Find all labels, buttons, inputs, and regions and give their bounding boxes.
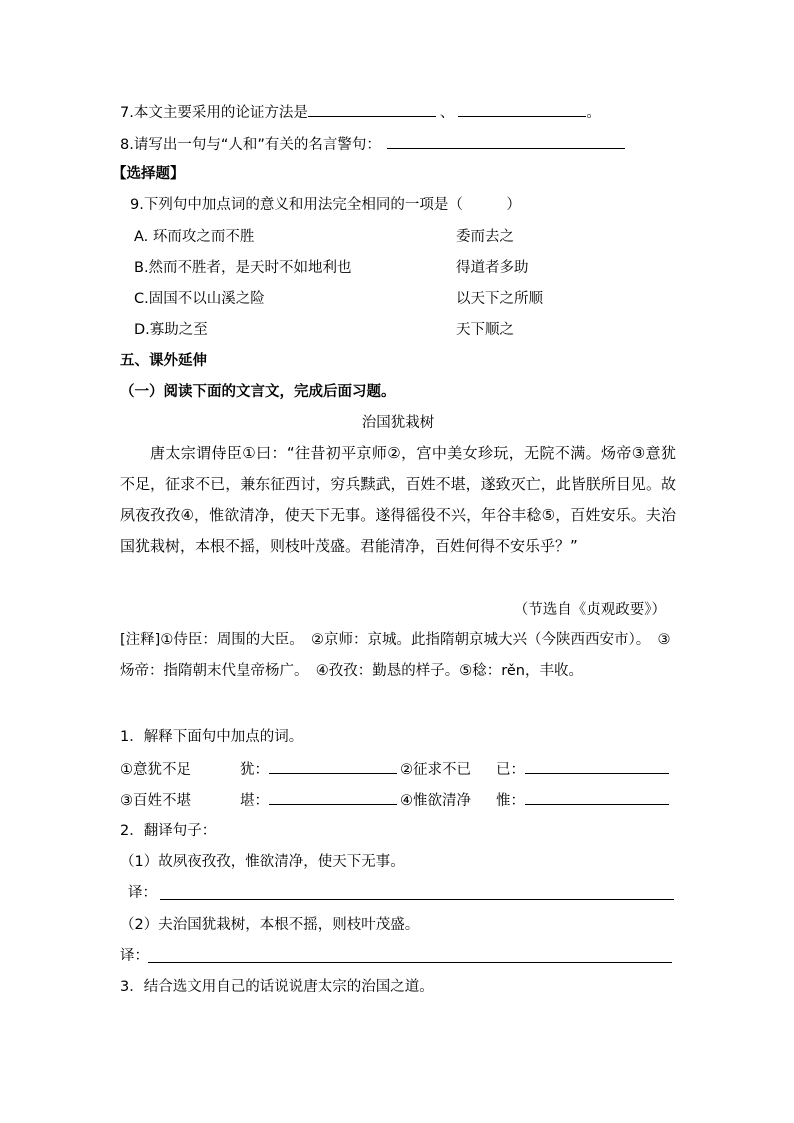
question-7-text: 7.本文主要采用的论证方法是 xyxy=(120,105,308,121)
item-1-word: 犹： xyxy=(240,762,269,778)
option-a-right: 委而去之 xyxy=(456,229,514,245)
answer-blank-7b[interactable] xyxy=(458,102,586,117)
option-b-left: B.然而不胜者，是天时不如地利也 xyxy=(134,260,352,276)
question-7 xyxy=(120,102,601,123)
item-1-phrase: ①意犹不足 xyxy=(120,762,191,778)
question-7-end: 。 xyxy=(586,105,601,121)
exercise-1-title: 1．解释下面句中加点的词。 xyxy=(120,729,304,745)
annotation-notes: [注释]①侍臣：周围的大臣。 ②京师：京城。此指隋朝京城大兴（今陕西西安市）。 ③炀帝：指隋朝末代皇帝杨广。 ④孜孜：勤恳的样子。⑤稔：rěn，丰收。 xyxy=(120,632,671,679)
option-d-right: 天下顺之 xyxy=(456,322,514,338)
passage-title: 治国犹栽树 xyxy=(361,415,435,431)
answer-blank-7a[interactable] xyxy=(308,102,436,117)
option-b-right: 得道者多助 xyxy=(456,260,529,276)
exercise-1-item-3 xyxy=(120,790,397,811)
section-5-heading: 五、课外延伸 xyxy=(120,353,207,369)
item-3-word: 堪： xyxy=(240,793,269,809)
passage-source: （节选自《贞观政要》） xyxy=(513,602,666,618)
part-1-instruction: （一）阅读下面的文言文，完成后面习题。 xyxy=(120,384,396,400)
exercise-2-sentence-1: （1）故夙夜孜孜，惟欲清净，使天下无事。 xyxy=(120,854,405,870)
translation-line-1[interactable] xyxy=(160,899,674,900)
item-3-phrase: ③百姓不堪 xyxy=(120,793,191,809)
translation-label-1: 译： xyxy=(128,885,157,901)
exercise-2-title: 2．翻译句子： xyxy=(120,823,217,839)
question-7-separator: 、 xyxy=(439,105,455,121)
option-a-left: A. 环而攻之而不胜 xyxy=(134,229,255,245)
question-8-text: 8.请写出一句与“人和”有关的名言警句： xyxy=(120,137,381,153)
section-choice-heading: 【选择题】 xyxy=(112,166,185,182)
question-9-stem: 9.下列句中加点词的意义和用法完全相同的一项是（ ） xyxy=(130,197,521,213)
exercise-3-title: 3．结合选文用自己的话说说唐太宗的治国之道。 xyxy=(120,979,434,995)
answer-blank-1-4[interactable] xyxy=(525,790,669,805)
option-d-left: D.寡助之至 xyxy=(134,322,208,338)
answer-blank-8[interactable] xyxy=(387,134,625,149)
answer-blank-1-2[interactable] xyxy=(525,759,669,774)
translation-line-2[interactable] xyxy=(148,962,672,963)
question-8 xyxy=(120,134,625,155)
exercise-1-item-4 xyxy=(400,790,669,811)
option-c-left: C.固国不以山溪之险 xyxy=(134,291,265,307)
item-4-word: 惟： xyxy=(496,793,525,809)
option-c-right: 以天下之所顺 xyxy=(456,291,543,307)
answer-blank-1-3[interactable] xyxy=(269,790,397,805)
exercise-2-sentence-2: （2）夫治国犹栽树，本根不摇，则枝叶茂盛。 xyxy=(120,917,420,933)
passage-body: 唐太宗谓侍臣①曰：“往昔初平京师②，宫中美女珍玩，无院不满。炀帝③意犹不足，征求不已，兼东征西讨，穷兵黩武，百姓不堪，遂致灭亡，此皆朕所目见。故夙夜孜孜④，惟欲清净，使天下无事。遂得徭役不兴，年谷丰稔⑤，百姓安乐。夫治国犹栽树，本根不摇，则枝叶茂盛。君能清净，百姓何得不安乐乎？” xyxy=(120,444,676,555)
item-4-phrase: ④惟欲清净 xyxy=(400,793,471,809)
exercise-1-item-1 xyxy=(120,759,397,780)
item-2-phrase: ②征求不已 xyxy=(400,762,471,778)
exercise-1-item-2 xyxy=(400,759,669,780)
answer-blank-1-1[interactable] xyxy=(269,759,397,774)
translation-label-2: 译： xyxy=(120,948,149,964)
item-2-word: 已： xyxy=(496,762,525,778)
